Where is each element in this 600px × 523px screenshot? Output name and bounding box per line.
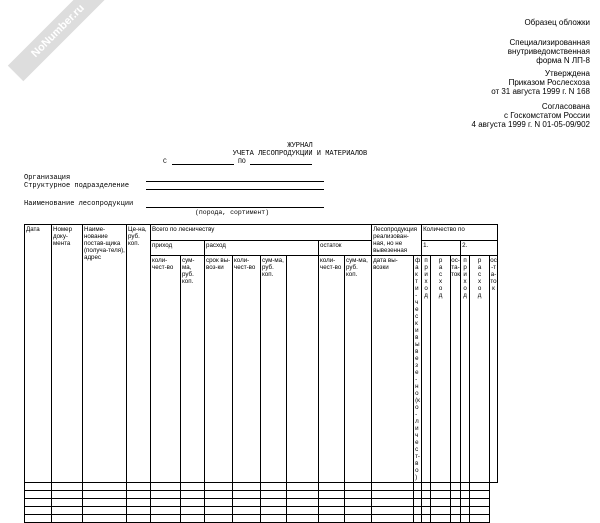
organization-line[interactable] [146, 181, 324, 182]
table-cell[interactable] [25, 507, 52, 515]
spec-form-block: Специализированная внутриведомственная форма N ЛП-8 [507, 38, 590, 65]
col-expense-qty: коли-чест-во [233, 256, 261, 483]
product-line[interactable] [146, 207, 324, 208]
col-price: Це-на, руб. коп. [127, 225, 151, 483]
col-expense: расход [205, 240, 319, 256]
col-removal-term: срок вы-воз-ки [205, 256, 233, 483]
table-cell[interactable] [25, 491, 52, 499]
col-actual-removed: факти-чески вывезе-но (ко-личест-во) [415, 257, 421, 481]
product-label: Наименование лесопродукции [24, 200, 134, 208]
col-income: приход [151, 240, 205, 256]
col-balance: остаток [319, 240, 372, 256]
col-expense-extra [287, 256, 319, 483]
col-2-income: п р и х о д [461, 256, 470, 483]
journal-title: ЖУРНАЛ [287, 142, 313, 150]
table-cell[interactable] [25, 515, 52, 523]
col-number-2: 2. [461, 240, 498, 256]
journal-subtitle: УЧЕТА ЛЕСОПРОДУКЦИИ И МАТЕРИАЛОВ [232, 150, 368, 158]
period-from-label: С [163, 158, 167, 165]
col-doc-number: Номер доку-мента [52, 225, 83, 483]
table-cell[interactable] [25, 483, 52, 491]
col-supplier: Наиме-нование постав-щика (получа-теля), адрес [83, 225, 127, 483]
col-balance-sum: сум-ма, руб. коп. [345, 256, 372, 483]
approved-block: Утверждена Приказом Рослесхоза от 31 августа 1999 г. N 168 [491, 69, 590, 96]
col-date: Дата [25, 225, 52, 483]
col-1-expense: р а с х о д [431, 256, 451, 483]
col-sold-not-removed: Лесопродукция реализован-ная, но не вывезенная [372, 225, 422, 256]
sample-label: Образец обложки [524, 18, 590, 27]
product-hint: (порода, сортимент) [195, 209, 270, 216]
division-line[interactable] [146, 189, 324, 190]
watermark: NoNumber.ru [8, 0, 108, 81]
organization-label: Организация [24, 174, 71, 182]
period-to-line[interactable] [250, 164, 312, 165]
agreed-block: Согласована с Госкомстатом России 4 августа 1999 г. N 01-05-09/902 [471, 102, 590, 129]
col-1-rest: ос-та-ток [451, 256, 461, 483]
division-label: Структурное подразделение [24, 182, 130, 190]
col-2-rest: ос-та-ток [490, 256, 498, 483]
col-1-income: п р и х о д [422, 256, 431, 483]
journal-table [24, 224, 498, 523]
col-number-1: 1. [422, 240, 461, 256]
col-count-by: Количество по [422, 225, 498, 241]
col-total-forestry: Всего по лесничеству [151, 225, 372, 241]
period-to-label: ПО [238, 158, 246, 165]
table-cell[interactable] [25, 499, 52, 507]
col-removal-date: дата вы-возки [372, 256, 414, 483]
col-income-qty: коли-чест-во [151, 256, 181, 483]
col-balance-qty: коли-чест-во [319, 256, 345, 483]
col-expense-sum: сум-ма, руб. коп. [261, 256, 287, 483]
col-income-sum: сум-ма, руб. коп. [181, 256, 205, 483]
period-from-line[interactable] [172, 164, 234, 165]
col-2-expense: р а с х о д [470, 256, 490, 483]
